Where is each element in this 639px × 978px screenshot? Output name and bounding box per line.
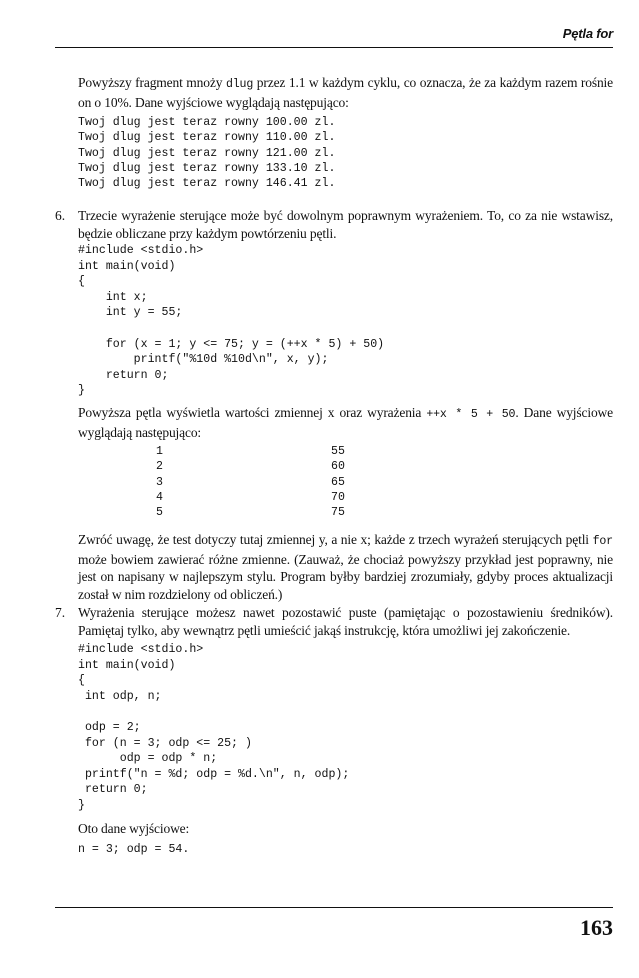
item6-note-text-b: może bowiem zawierać różne zmienne. (Zauważ, że chociaż powyższy przykład jest poprawny, nie jest on napisany w najlepszym stylu. Program byłby bardziej zrozumiały, gdyby proces aktualizacji został w nim rozdzielony od obliczeń.)	[78, 551, 613, 602]
code-line: #include <stdio.h>	[78, 244, 204, 257]
output-y: 70	[331, 490, 345, 504]
code-line: for (n = 3; odp <= 25; )	[78, 736, 252, 750]
code-line: int odp, n;	[78, 689, 162, 703]
code-line: int main(void)	[78, 259, 176, 273]
item6-after-code: ++x * 5 + 50	[426, 408, 516, 421]
output-row	[156, 490, 371, 505]
code-line: odp = 2;	[78, 720, 141, 734]
output-line: Twoj dlug jest teraz rowny 146.41 zl.	[78, 177, 336, 191]
output-table-6	[156, 444, 371, 520]
item6-after-text-a: Powyższa pętla wyświetla wartości zmiennej x oraz wyrażenia	[78, 405, 427, 420]
code-line: int main(void)	[78, 658, 176, 672]
footer-rule	[55, 907, 613, 908]
code-line: {	[78, 275, 85, 289]
item6-note-code: for	[592, 535, 613, 548]
output-listing-1	[78, 115, 335, 191]
code-line: odp = odp * n;	[78, 752, 218, 766]
code-line: }	[78, 384, 85, 398]
intro-text-a: Powyższy fragment mnoży	[78, 75, 226, 90]
intro-code-var: dlug	[225, 78, 254, 91]
output-x: 4	[156, 490, 163, 504]
item7-paragraph: Wyrażenia sterujące możesz nawet pozostawić puste (pamiętając o pozostawieniu średników). Pamiętaj tylko, aby wewnątrz pętli umieścić jakąś instrukcję, która umożliwi jej zakończenie.	[78, 605, 613, 638]
code-line: {	[78, 674, 85, 688]
output-x: 2	[156, 460, 163, 474]
output-row	[156, 505, 371, 520]
code-line: int x;	[78, 290, 148, 304]
output-row	[156, 444, 371, 459]
code-listing-6	[78, 243, 384, 399]
output-row	[156, 459, 371, 474]
output-line-7: n = 3; odp = 54.	[78, 843, 190, 856]
header-rule	[55, 47, 613, 48]
output-label: Oto dane wyjściowe:	[78, 821, 190, 836]
item6-after-text-b: . Dane wyjściowe wyglądają następująco:	[78, 405, 613, 440]
item6-paragraph: Trzecie wyrażenie sterujące może być dowolnym poprawnym wyrażeniem. To, co za nie wstawisz, będzie obliczane przy każdym powtórzeniu pętli.	[78, 208, 613, 241]
output-line: Twoj dlug jest teraz rowny 133.10 zl.	[78, 161, 336, 175]
code-line: return 0;	[78, 368, 169, 382]
code-line: printf("n = %d; odp = %d.\n", n, odp);	[78, 767, 350, 781]
item6-after-paragraph	[78, 404, 613, 441]
intro-text-b: przez 1.1 w każdym cyklu, co oznacza, że za każdym razem rośnie on o 10%. Dane wyjściowe wyglądają następująco:	[78, 75, 614, 110]
code-line: printf("%10d %10d\n", x, y);	[78, 353, 329, 367]
output-line: Twoj dlug jest teraz rowny 110.00 zl.	[78, 131, 336, 145]
output-row	[156, 475, 371, 490]
code-line: }	[78, 798, 85, 812]
output-y: 55	[331, 445, 345, 458]
output-x: 3	[156, 475, 163, 489]
code-line: return 0;	[78, 783, 148, 797]
output-line: Twoj dlug jest teraz rowny 100.00 zl.	[78, 116, 336, 129]
code-line: for (x = 1; y <= 75; y = (++x * 5) + 50)	[78, 337, 385, 351]
output-y: 75	[331, 506, 345, 520]
output-line: Twoj dlug jest teraz rowny 121.00 zl.	[78, 146, 336, 160]
intro-paragraph	[78, 74, 613, 111]
item-number-7: 7.	[55, 605, 66, 620]
item6-note-text-a: Zwróć uwagę, że test dotyczy tutaj zmiennej y, a nie x; każde z trzech wyrażeń sterujących pętli	[78, 532, 593, 547]
code-line: #include <stdio.h>	[78, 643, 204, 656]
running-header-title: Pętla for	[562, 26, 613, 41]
page-number: 163	[580, 915, 613, 940]
output-x: 1	[156, 445, 163, 458]
item6-note-paragraph	[78, 531, 613, 603]
code-line: int y = 55;	[78, 306, 183, 320]
output-y: 60	[331, 460, 345, 474]
item-number-6: 6.	[55, 208, 66, 223]
code-listing-7	[78, 642, 349, 814]
output-y: 65	[331, 475, 345, 489]
output-x: 5	[156, 506, 163, 520]
